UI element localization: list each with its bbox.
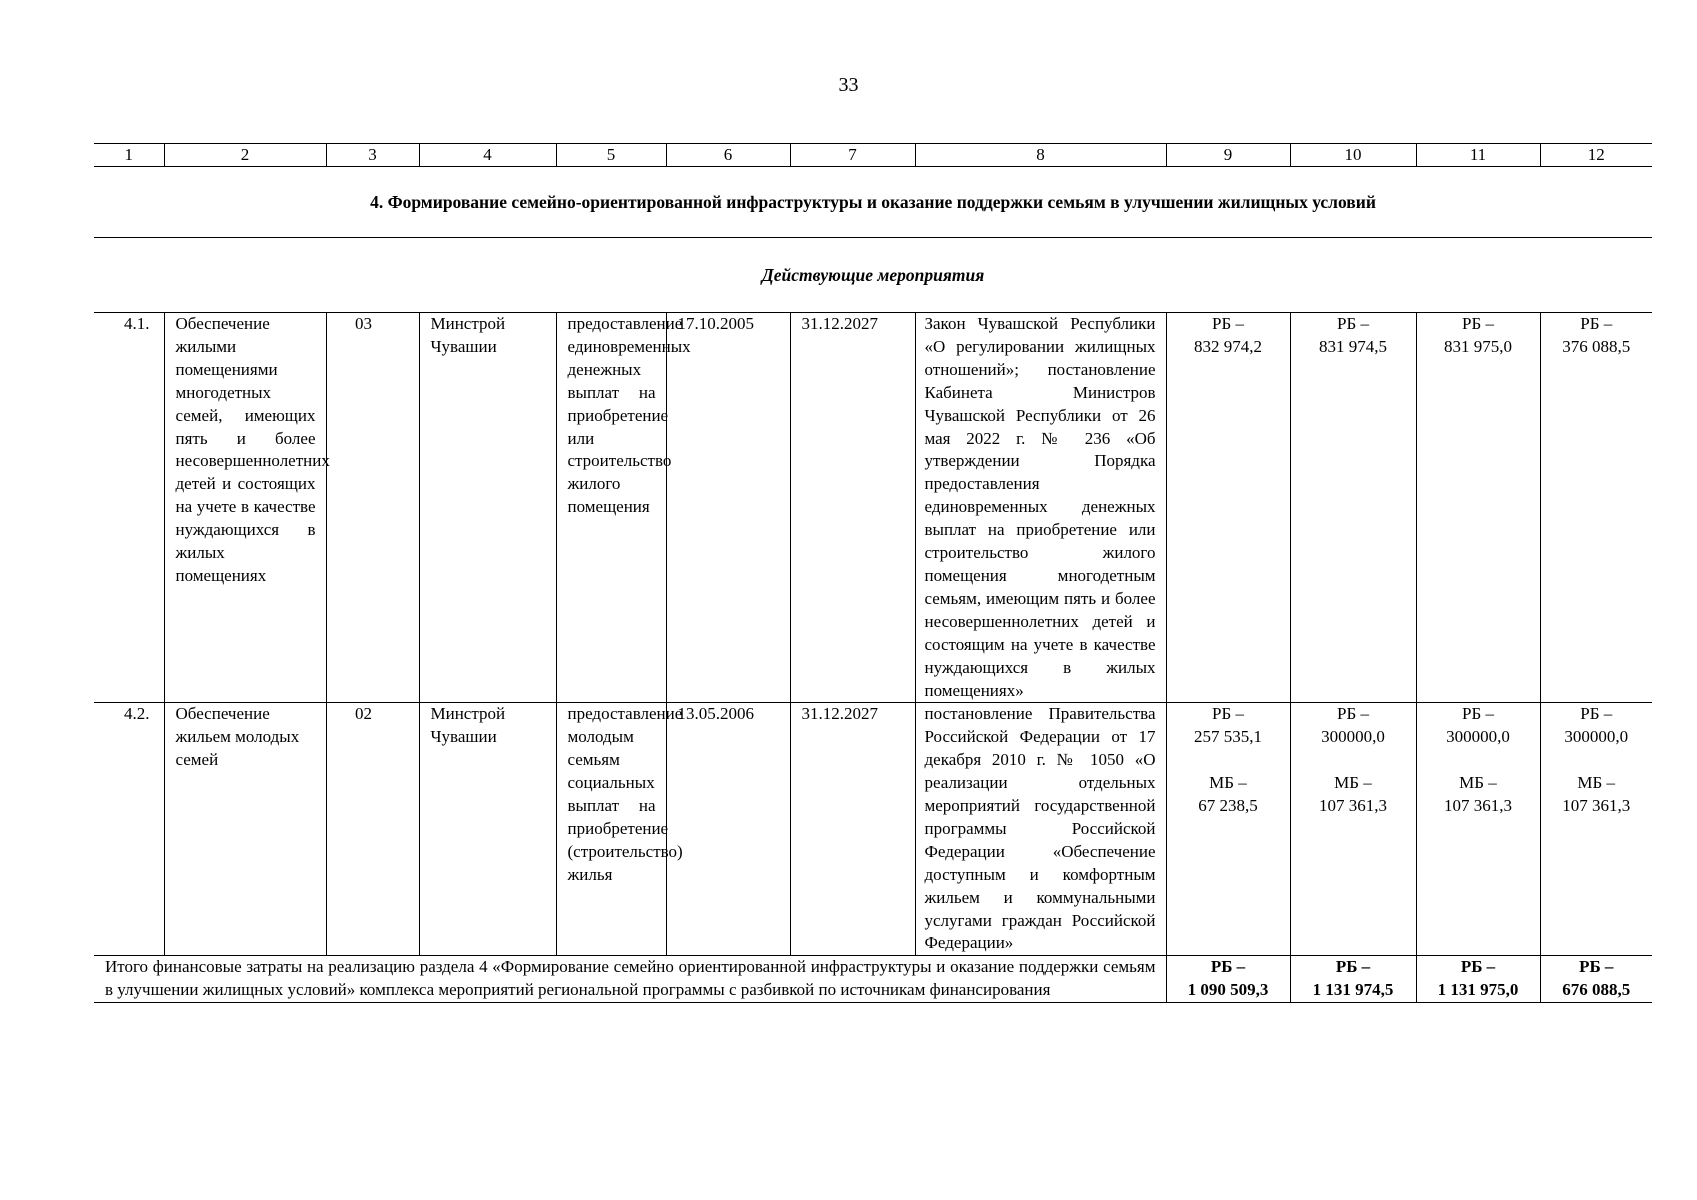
measure-name: Обеспечение жилыми помещениями многодетных семей, имеющих пять и более несовершеннолетних детей и состоящих на учете в качестве нуждающихся в жилых помещениях — [164, 313, 326, 703]
end-date: 31.12.2027 — [790, 313, 915, 703]
mb-label: МБ – — [1459, 773, 1497, 793]
table-row — [94, 703, 1652, 956]
rb-value: 257 535,1 — [1194, 727, 1262, 747]
start-date: 13.05.2006 — [666, 703, 790, 956]
page-number: 33 — [838, 74, 859, 96]
rb-label: РБ – — [1337, 314, 1369, 333]
financing-cell — [1166, 313, 1290, 703]
column-number: 10 — [1290, 144, 1416, 167]
total-financing-cell — [1540, 956, 1652, 1003]
rb-label: РБ – — [1337, 704, 1369, 724]
column-number-row — [94, 144, 1652, 167]
subsection-title-row — [94, 238, 1652, 313]
end-date: 31.12.2027 — [790, 703, 915, 956]
measure-code: 02 — [326, 703, 419, 956]
rb-label: РБ – — [1212, 314, 1244, 333]
total-row — [94, 956, 1652, 1003]
financing-cell — [1290, 703, 1416, 956]
rb-label: РБ – — [1580, 704, 1613, 724]
rb-value: 676 088,5 — [1562, 980, 1631, 1000]
executor: Минстрой Чувашии — [419, 313, 556, 703]
rb-value: 300000,0 — [1446, 727, 1510, 747]
rb-value: 376 088,5 — [1562, 336, 1631, 356]
program-table — [94, 143, 1652, 1003]
column-number: 9 — [1166, 144, 1290, 167]
measure-description: предоставление единовременных денежных выплат на приобретение или строительство жилого помещения — [556, 313, 666, 703]
rb-label: РБ – — [1462, 314, 1494, 333]
executor: Минстрой Чувашии — [419, 703, 556, 956]
column-number: 2 — [164, 144, 326, 167]
mb-value: 107 361,3 — [1319, 796, 1387, 816]
rb-value: 831 975,0 — [1444, 336, 1512, 356]
measure-name: Обеспечение жильем молодых семей — [164, 703, 326, 956]
mb-value: 67 238,5 — [1198, 796, 1258, 816]
column-number: 11 — [1416, 144, 1540, 167]
measure-description: предоставление молодым семьям социальных выплат на приобретение (строительство) жилья — [556, 703, 666, 956]
column-number: 4 — [419, 144, 556, 167]
section-title: 4. Формирование семейно-ориентированной инфраструктуры и оказание поддержки семьям в улучшении жилищных условий — [94, 167, 1652, 238]
rb-label: РБ – — [1460, 957, 1496, 977]
rb-value: 832 974,2 — [1194, 336, 1262, 356]
column-number: 1 — [94, 144, 164, 167]
table-row — [94, 313, 1652, 703]
financing-cell — [1540, 703, 1652, 956]
row-number: 4.2. — [94, 703, 164, 956]
legal-basis: Закон Чувашской Республики «О регулировании жилищных отношений»; постановление Кабинета Министров Чувашской Республики от 26 мая 2022 г. № 236 «Об утверждении Порядка предоставления единовременных денежных выплат на приобретение или строительство жилого помещения многодетным семьям, имеющим пять и более несовершеннолетних детей и состоящим на учете в качестве нуждающихся в жилых помещениях» — [915, 313, 1166, 703]
rb-value: 1 131 975,0 — [1437, 980, 1519, 1000]
rb-value: 300000,0 — [1564, 727, 1629, 747]
rb-label: РБ – — [1210, 957, 1246, 977]
rb-label: РБ – — [1462, 704, 1494, 724]
legal-basis: постановление Правительства Российской Федерации от 17 декабря 2010 г. № 1050 «О реализации отдельных мероприятий государственной программы Российской Федерации «Обеспечение доступным и комфортным жильем и коммунальными услугами граждан Российской Федерации» — [915, 703, 1166, 956]
column-number: 8 — [915, 144, 1166, 167]
section-title-row — [94, 167, 1652, 238]
column-number: 7 — [790, 144, 915, 167]
financing-cell — [1540, 313, 1652, 703]
mb-label: МБ – — [1209, 773, 1247, 793]
mb-label: МБ – — [1334, 773, 1372, 793]
financing-cell — [1416, 703, 1540, 956]
subsection-title: Действующие мероприятия — [761, 265, 985, 285]
financing-cell — [1416, 313, 1540, 703]
total-label: Итого финансовые затраты на реализацию раздела 4 «Формирование семейно ориентированной инфраструктуры и оказание поддержки семьям в улучшении жилищных условий» комплекса мероприятий региональной программы с разбивкой по источникам финансирования — [94, 956, 1166, 1003]
rb-value: 1 131 974,5 — [1312, 980, 1394, 1000]
financing-cell — [1290, 313, 1416, 703]
start-date: 17.10.2005 — [666, 313, 790, 703]
measure-code: 03 — [326, 313, 419, 703]
column-number: 6 — [666, 144, 790, 167]
rb-value: 300000,0 — [1321, 727, 1385, 747]
rb-label: РБ – — [1212, 704, 1244, 724]
financing-cell — [1166, 703, 1290, 956]
mb-value: 107 361,3 — [1444, 796, 1512, 816]
rb-label: РБ – — [1579, 957, 1614, 977]
column-number: 5 — [556, 144, 666, 167]
mb-label: МБ – — [1577, 773, 1616, 793]
rb-value: 831 974,5 — [1319, 336, 1387, 356]
total-financing-cell — [1416, 956, 1540, 1003]
column-number: 12 — [1540, 144, 1652, 167]
mb-value: 107 361,3 — [1562, 796, 1631, 816]
rb-label: РБ – — [1335, 957, 1371, 977]
row-number: 4.1. — [94, 313, 164, 703]
rb-value: 1 090 509,3 — [1187, 980, 1269, 1000]
total-financing-cell — [1290, 956, 1416, 1003]
column-number: 3 — [326, 144, 419, 167]
total-financing-cell — [1166, 956, 1290, 1003]
rb-label: РБ – — [1580, 314, 1613, 333]
